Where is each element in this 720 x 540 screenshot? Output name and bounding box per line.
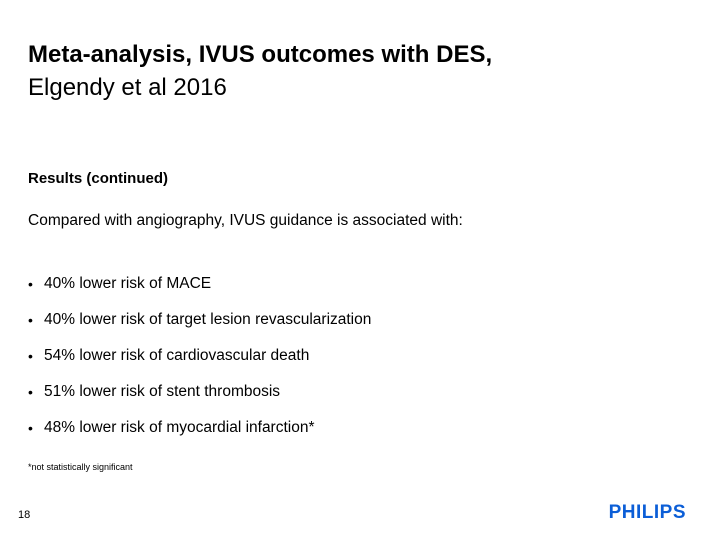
philips-logo: PHILIPS (608, 502, 686, 523)
bullet-item (28, 410, 371, 446)
bullet-item (28, 338, 371, 374)
slide-title (28, 38, 688, 104)
bullet-text: 51% lower risk of stent thrombosis (44, 383, 281, 400)
results-bullet-list (28, 266, 371, 446)
bullet-text: 40% lower risk of target lesion revascularization (44, 311, 372, 328)
bullet-icon: • (28, 348, 33, 364)
bullet-icon: • (28, 420, 33, 436)
title-line-1: Meta-analysis, IVUS outcomes with DES, (28, 41, 493, 68)
bullet-text: 40% lower risk of MACE (44, 275, 212, 292)
bullet-item (28, 302, 371, 338)
page-number: 18 (18, 509, 31, 521)
bullet-item (28, 266, 371, 302)
bullet-icon: • (28, 312, 33, 328)
footnote: *not statistically significant (28, 462, 133, 472)
bullet-text: 54% lower risk of cardiovascular death (44, 347, 310, 364)
section-heading: Results (continued) (28, 170, 169, 187)
bullet-icon: • (28, 276, 33, 292)
bullet-icon: • (28, 384, 33, 400)
title-line-2: Elgendy et al 2016 (28, 74, 227, 101)
bullet-text: 48% lower risk of myocardial infarction* (44, 419, 315, 436)
bullet-item (28, 374, 371, 410)
intro-text: Compared with angiography, IVUS guidance is associated with: (28, 212, 463, 229)
